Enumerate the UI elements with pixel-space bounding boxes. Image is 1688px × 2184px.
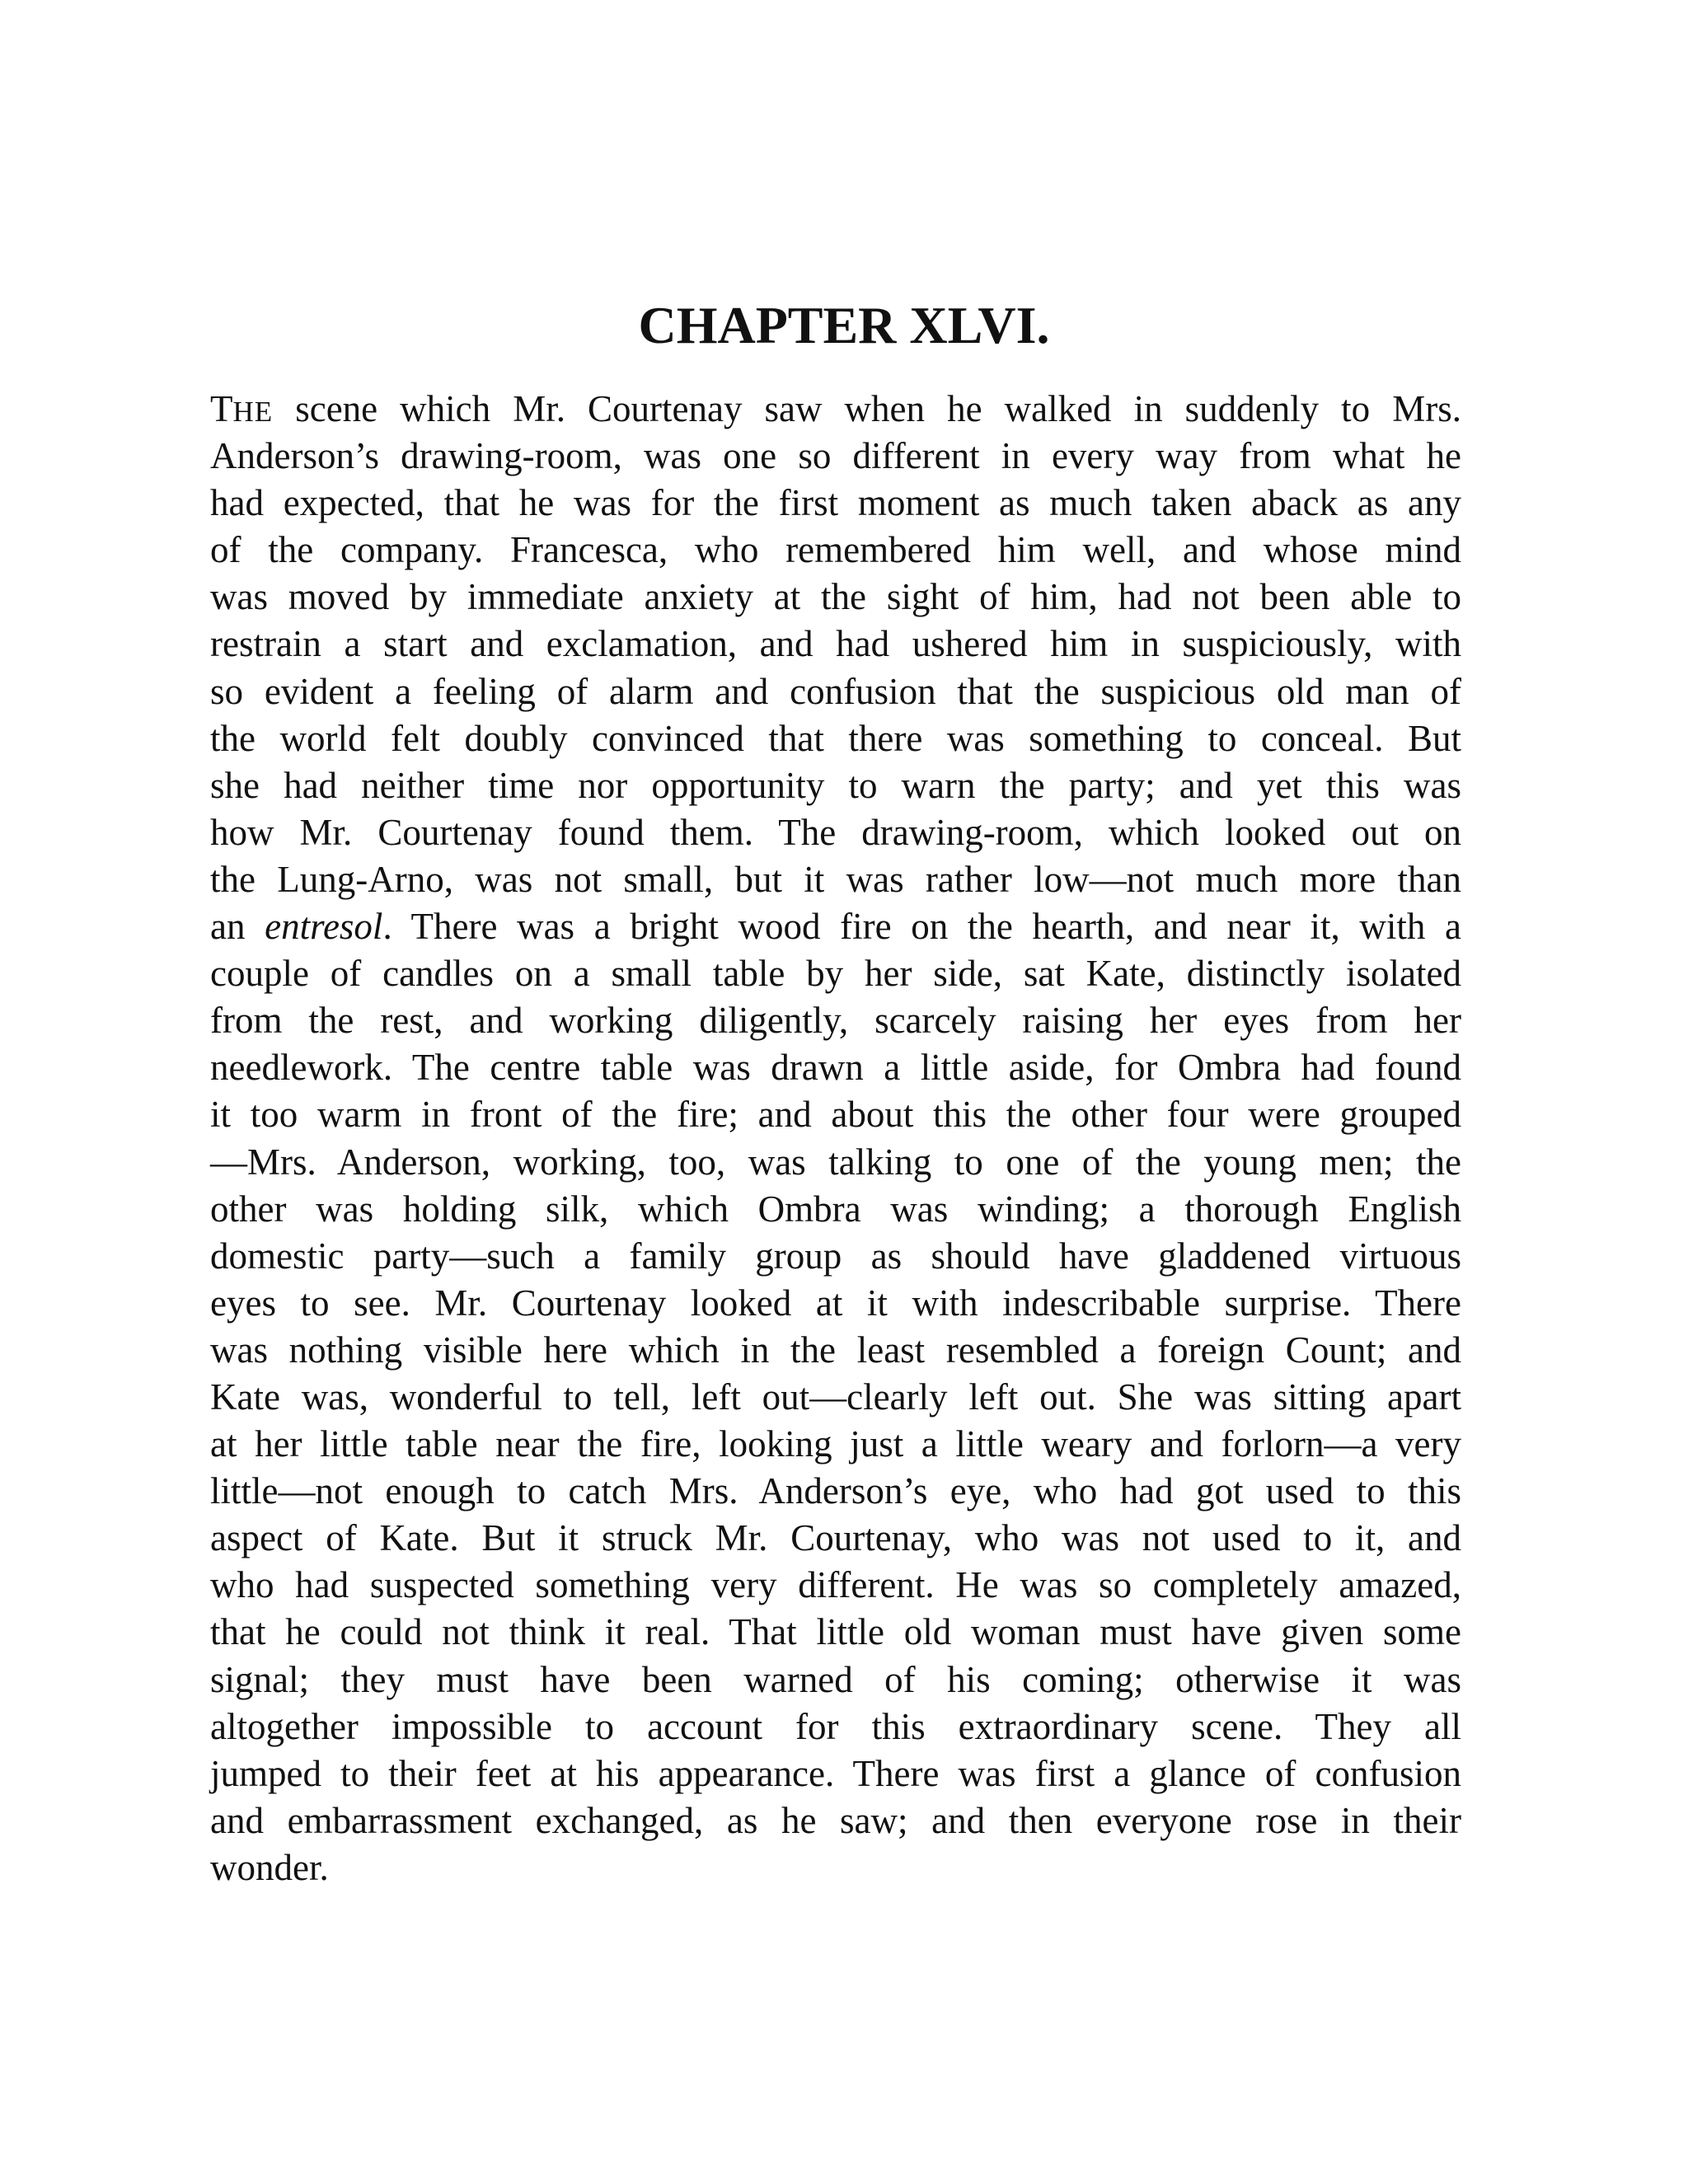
text-line-12 — [210, 903, 1461, 950]
text-line-18: other was holding silk, which Ombra was winding; a thorough English — [210, 1188, 1461, 1230]
text-line-25: aspect of Kate. But it struck Mr. Courtenay, who was not used to it, and — [210, 1517, 1461, 1559]
text-line-31: and embarrassment exchanged, as he saw; and then everyone rose in their — [210, 1799, 1461, 1841]
text-line-29: altogether impossible to account for this extraordinary scene. They all — [210, 1705, 1461, 1747]
chapter-body — [210, 386, 1461, 1891]
text-line-22: Kate was, wonderful to tell, left out—clearly left out. She was sitting apart — [210, 1376, 1461, 1418]
text-line-27: that he could not think it real. That little old woman must have given some — [210, 1611, 1461, 1653]
text-line-5: was moved by immediate anxiety at the sight of him, had not been able to — [210, 576, 1461, 618]
text-line-12-tail: . There was a bright wood fire on the hearth, and near it, with a — [382, 906, 1461, 948]
chapter-title: CHAPTER XLVI. — [638, 296, 1050, 354]
text-line-7: so evident a feeling of alarm and confusion that the suspicious old man of — [210, 670, 1461, 712]
text-line-20: eyes to see. Mr. Courtenay looked at it with indescribable surprise. There — [210, 1282, 1461, 1324]
text-line-17: —Mrs. Anderson, working, too, was talking to one of the young men; the — [210, 1141, 1461, 1183]
text-line-8: the world felt doubly convinced that there was something to conceal. But — [210, 717, 1461, 759]
drop-word-small-caps: HE — [232, 396, 274, 428]
italic-word: entresol — [265, 906, 383, 948]
text-line-26: who had suspected something very different. He was so completely amazed, — [210, 1564, 1461, 1606]
text-line-12-lead: an — [210, 906, 265, 948]
text-line-3: had expected, that he was for the first moment as much taken aback as any — [210, 482, 1461, 524]
text-line-4: of the company. Francesca, who remembered him well, and whose mind — [210, 529, 1461, 571]
text-line-10: how Mr. Courtenay found them. The drawing-room, which looked out on — [210, 811, 1461, 853]
text-line-16: it too warm in front of the fire; and about this the other four were grouped — [210, 1094, 1461, 1136]
text-line-6: restrain a start and exclamation, and had ushered him in suspiciously, with — [210, 623, 1461, 665]
text-line-11: the Lung-Arno, was not small, but it was rather low—not much more than — [210, 858, 1461, 900]
drop-word-initial: T — [210, 388, 233, 429]
text-line-1-content: scene which Mr. Courtenay saw when he walked in suddenly to Mrs. — [273, 388, 1461, 429]
text-line-28: signal; they must have been warned of his coming; otherwise it was — [210, 1658, 1461, 1700]
text-line-30: jumped to their feet at his appearance. There was first a glance of confusion — [210, 1752, 1461, 1794]
text-line-21: was nothing visible here which in the least resembled a foreign Count; and — [210, 1329, 1461, 1371]
text-line-1 — [210, 386, 1461, 433]
text-line-2: Anderson’s drawing-room, was one so different in every way from what he — [210, 435, 1461, 477]
text-line-23: at her little table near the fire, looking just a little weary and forlorn—a very — [210, 1423, 1461, 1465]
text-line-13: couple of candles on a small table by her side, sat Kate, distinctly isolated — [210, 953, 1461, 995]
text-line-32: wonder. — [210, 1846, 329, 1888]
text-line-24: little—not enough to catch Mrs. Anderson’s eye, who had got used to this — [210, 1470, 1461, 1512]
text-line-15: needlework. The centre table was drawn a little aside, for Ombra had found — [210, 1047, 1461, 1089]
text-line-14: from the rest, and working diligently, scarcely raising her eyes from her — [210, 1000, 1461, 1042]
text-line-9: she had neither time nor opportunity to warn the party; and yet this was — [210, 764, 1461, 806]
text-line-19: domestic party—such a family group as should have gladdened virtuous — [210, 1235, 1461, 1277]
